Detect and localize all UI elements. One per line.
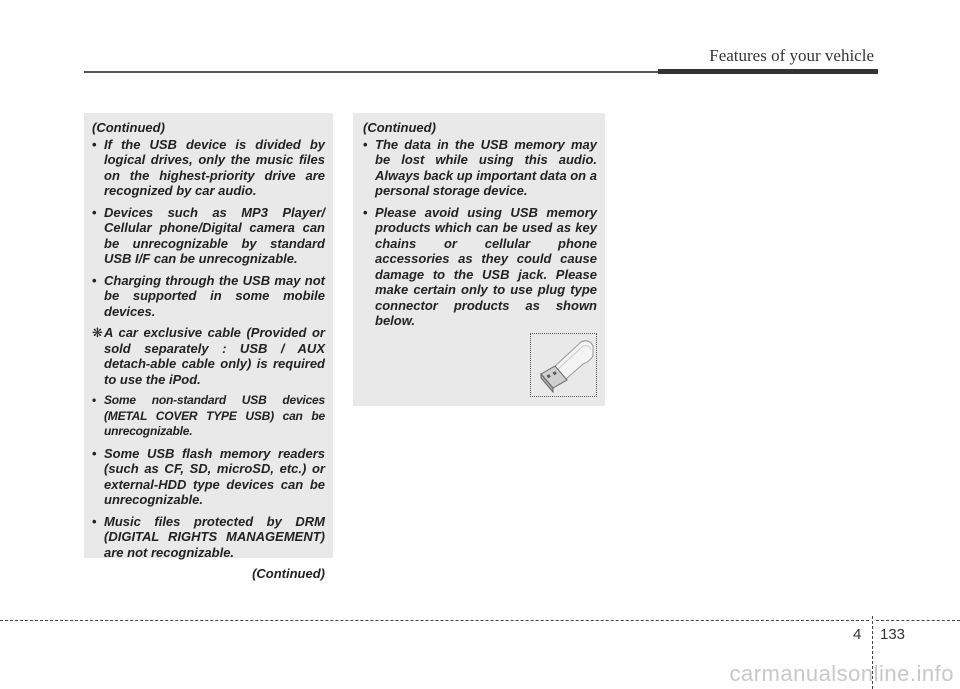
list-item-text: Some USB flash memory readers (such as CF, SD, microSD, etc.) or external-HDD type devices can be unrecognizable. [104, 445, 325, 507]
page-number: 133 [880, 626, 906, 643]
footer-rule [876, 620, 960, 621]
bullet-marker: • [92, 136, 97, 152]
list-item [92, 205, 325, 267]
bullet-marker: • [92, 393, 97, 407]
list-item [92, 325, 325, 387]
list-item-text: Devices such as MP3 Player/ Cellular phone/Digital camera can be unrecognizable by standard USB I/F can be unrecognizable. [104, 204, 325, 266]
left-note-panel [84, 113, 333, 581]
list-item [363, 205, 597, 329]
note-marker: ❋ [92, 325, 103, 340]
list-item [363, 137, 597, 199]
list-item [92, 446, 325, 508]
watermark: carmanualsonline.info [729, 661, 954, 686]
bullet-marker: • [363, 204, 368, 220]
bullet-marker: • [92, 272, 97, 288]
bullet-marker: • [92, 513, 97, 529]
chapter-number: 4 [853, 626, 862, 643]
bullet-marker: • [92, 204, 97, 220]
list-item [92, 273, 325, 320]
header-rule-accent [658, 69, 878, 74]
continued-label: (Continued) [252, 566, 325, 581]
list-item-text: If the USB device is divided by logical drives, only the music files on the highest-priority drive are recognized by car audio. [104, 136, 325, 198]
list-item-text: Music files protected by DRM (DIGITAL RIGHTS MANAGEMENT) are not recognizable. [104, 513, 325, 560]
list-item-text: Charging through the USB may not be supported in some mobile devices. [104, 272, 325, 319]
continued-label: (Continued) [363, 120, 436, 135]
list-item [92, 393, 325, 440]
list-item-text: Please avoid using USB memory products which can be used as key chains or cellular phone accessories as they could cause damage to the USB jack. Please make certain only to use plug type connector products as shown below. [375, 204, 597, 328]
continued-label: (Continued) [92, 120, 165, 135]
usb-stick-icon [531, 334, 596, 396]
section-title: Features of your vehicle [709, 46, 874, 65]
bullet-marker: • [92, 445, 97, 461]
footer-rule [0, 620, 869, 621]
bullet-marker: • [363, 136, 368, 152]
usb-stick-illustration [530, 333, 597, 397]
list-item [92, 514, 325, 561]
list-item-text: Some non-standard USB devices (METAL COVER TYPE USB) can be unrecognizable. [104, 393, 325, 438]
list-item [92, 137, 325, 199]
list-item-text: The data in the USB memory may be lost while using this audio. Always back up important data on a personal storage device. [375, 136, 597, 198]
header-rule [84, 71, 658, 73]
list-item-text: A car exclusive cable (Provided or sold separately : USB / AUX detach-able cable only) is required to use the iPod. [104, 325, 325, 387]
